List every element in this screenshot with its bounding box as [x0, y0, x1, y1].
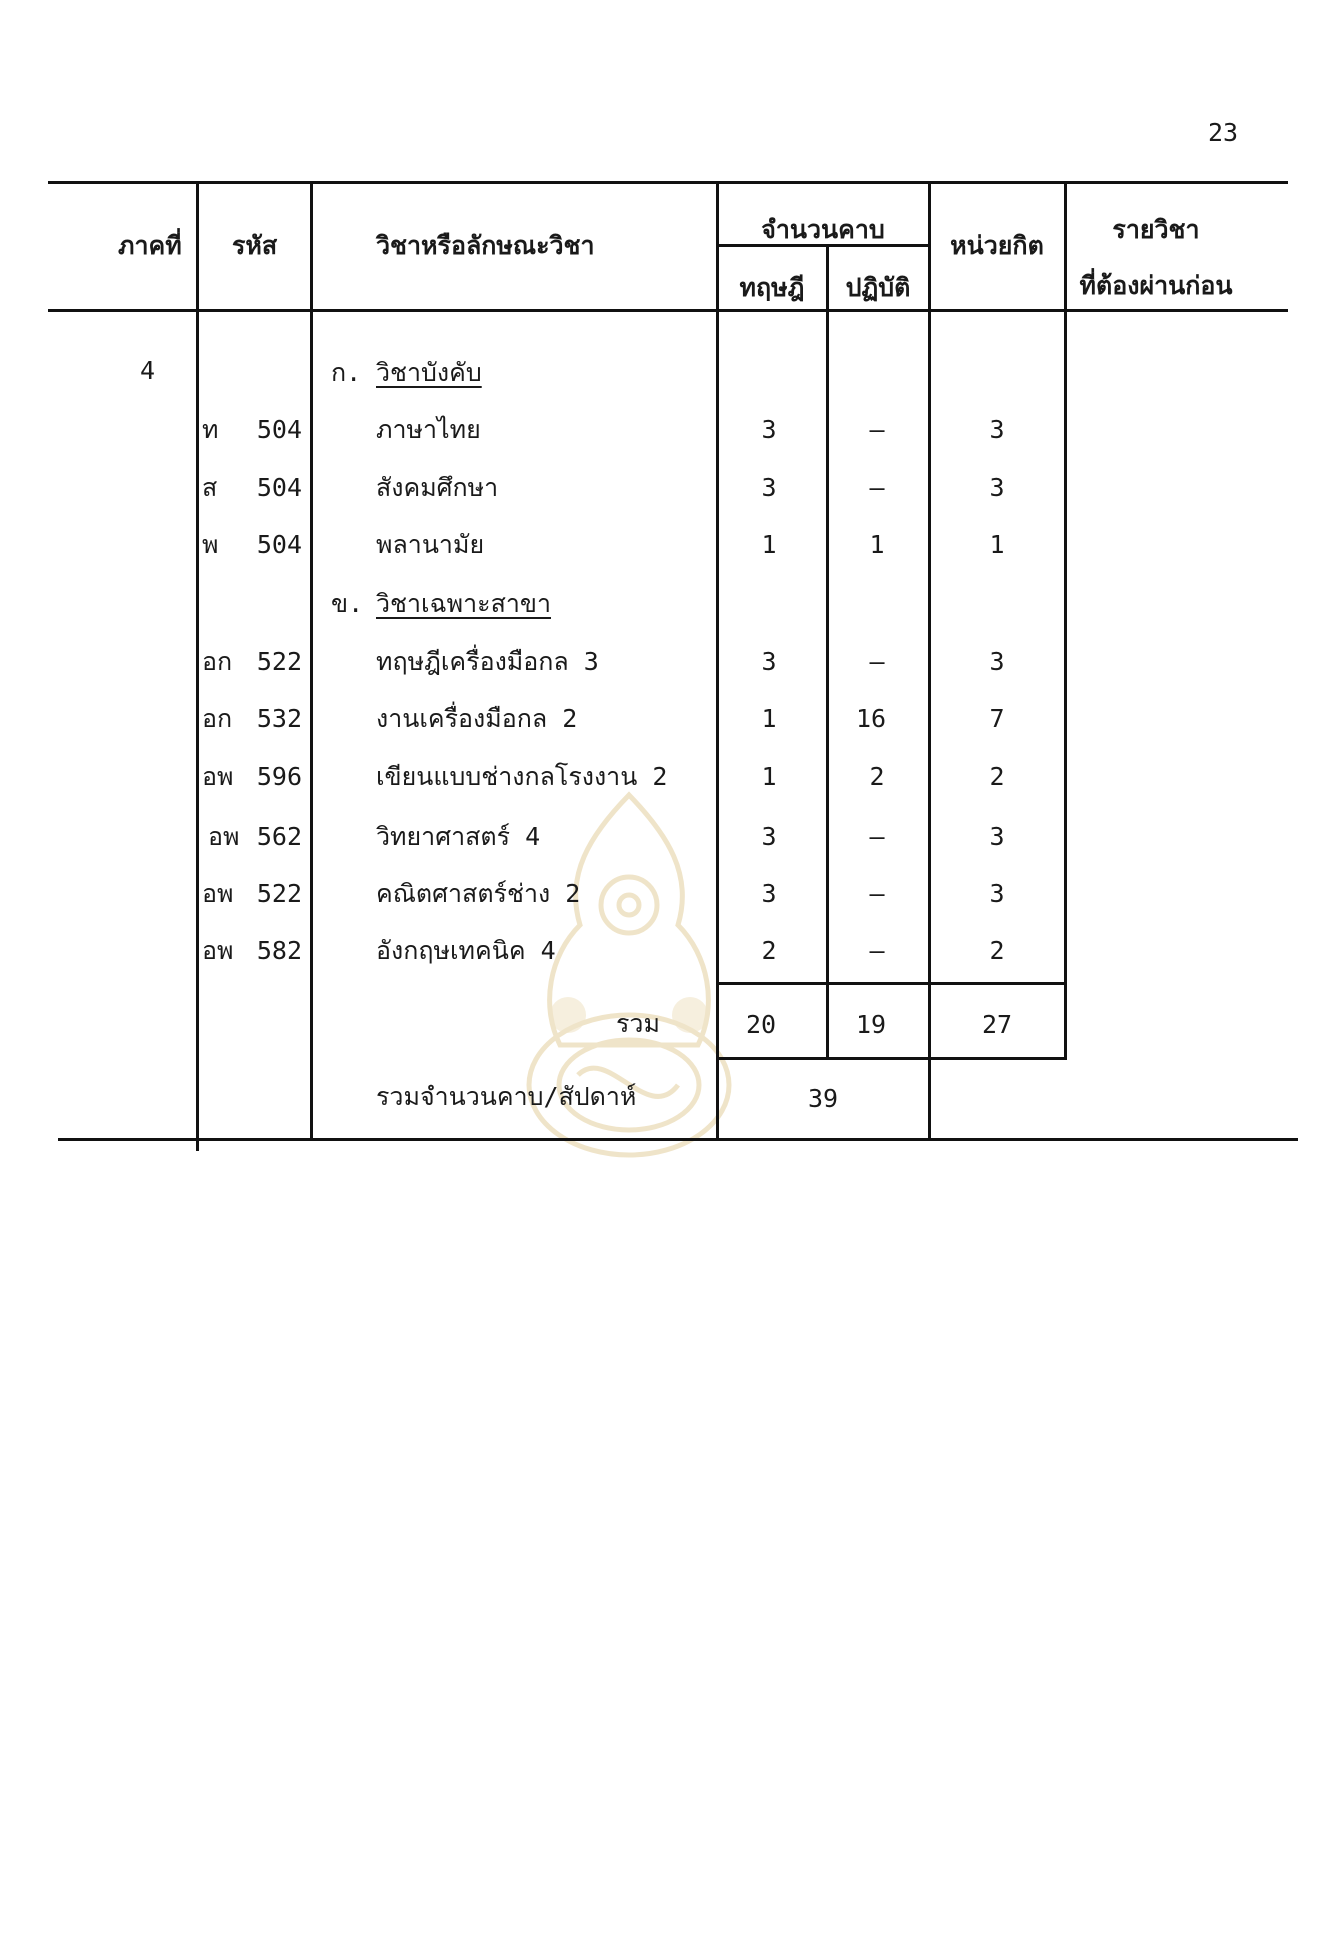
col-rule-subject — [310, 181, 313, 1141]
row-code-number: 522 — [256, 879, 302, 908]
header-periods: จำนวนคาบ — [761, 215, 885, 244]
row-credits: 7 — [989, 704, 1005, 733]
total-theory: 20 — [745, 1010, 777, 1039]
header-code: รหัส — [232, 231, 278, 260]
row-credits: 3 — [989, 473, 1005, 502]
row-code-prefix: อพ — [202, 762, 234, 791]
row-subject: วิทยาศาสตร์ 4 — [376, 822, 541, 851]
row-subject: งานเครื่องมือกล 2 — [376, 704, 578, 733]
row-practice: – — [869, 936, 885, 965]
row-code-prefix: อพ — [208, 822, 240, 851]
row-practice: 2 — [869, 762, 885, 791]
page-number: 23 — [1208, 118, 1239, 147]
header-prerequisite-line2: ที่ต้องผ่านก่อน — [1079, 271, 1233, 300]
row-code-prefix: พ — [202, 530, 219, 559]
table-bottom-rule — [58, 1138, 1298, 1141]
row-code-prefix: อก — [202, 647, 233, 676]
row-credits: 3 — [989, 415, 1005, 444]
row-theory: 1 — [761, 704, 777, 733]
row-subject: พลานามัย — [376, 530, 485, 559]
header-practice: ปฏิบัติ — [845, 273, 911, 302]
row-code-number: 504 — [256, 530, 302, 559]
row-theory: 3 — [761, 822, 777, 851]
header-credits: หน่วยกิต — [950, 231, 1044, 260]
row-theory: 1 — [761, 530, 777, 559]
row-subject: ภาษาไทย — [376, 415, 481, 444]
row-code-number: 582 — [256, 936, 302, 965]
col-rule-credits — [928, 181, 931, 1141]
semester-number: 4 — [140, 356, 156, 385]
row-credits: 3 — [989, 647, 1005, 676]
row-code-number: 522 — [256, 647, 302, 676]
row-credits: 2 — [989, 762, 1005, 791]
total-top-rule — [718, 982, 1067, 985]
group-a-title: วิชาบังคับ — [376, 358, 482, 387]
row-code-number: 596 — [256, 762, 302, 791]
group-a-marker: ก. — [331, 358, 362, 387]
row-subject: คณิตศาสตร์ช่าง 2 — [376, 879, 581, 908]
col-rule-practice — [826, 244, 829, 1059]
row-practice: – — [869, 879, 885, 908]
header-semester: ภาคที่ — [118, 231, 182, 260]
row-theory: 3 — [761, 473, 777, 502]
row-theory: 3 — [761, 879, 777, 908]
table-top-rule — [48, 181, 1288, 184]
row-code-number: 504 — [256, 473, 302, 502]
row-code-prefix: อก — [202, 704, 233, 733]
total-credits: 27 — [981, 1010, 1013, 1039]
row-credits: 3 — [989, 822, 1005, 851]
row-practice: 1 — [869, 530, 885, 559]
row-practice: – — [869, 647, 885, 676]
row-theory: 3 — [761, 647, 777, 676]
weekly-total-value: 39 — [808, 1084, 839, 1113]
row-subject: เขียนแบบช่างกลโรงงาน 2 — [376, 762, 668, 791]
row-code-prefix: ท — [202, 415, 219, 444]
row-theory: 2 — [761, 936, 777, 965]
row-practice: – — [869, 822, 885, 851]
header-prerequisite-line1: รายวิชา — [1112, 215, 1200, 244]
row-credits: 3 — [989, 879, 1005, 908]
row-subject: ทฤษฎีเครื่องมือกล 3 — [376, 647, 599, 676]
row-credits: 2 — [989, 936, 1005, 965]
row-code-number: 562 — [256, 822, 302, 851]
group-b-title: วิชาเฉพาะสาขา — [376, 589, 551, 618]
row-credits: 1 — [989, 530, 1005, 559]
row-practice: 16 — [855, 704, 887, 733]
col-rule-prerequisite — [1064, 181, 1067, 1059]
header-bottom-rule — [48, 309, 1288, 312]
row-theory: 1 — [761, 762, 777, 791]
total-practice: 19 — [855, 1010, 887, 1039]
total-bottom-rule — [718, 1057, 1067, 1060]
row-code-number: 532 — [256, 704, 302, 733]
row-code-prefix: อพ — [202, 879, 234, 908]
col-rule-theory — [716, 181, 719, 1141]
weekly-total-label: รวมจำนวนคาบ/สัปดาห์ — [376, 1082, 637, 1111]
row-code-prefix: อพ — [202, 936, 234, 965]
row-theory: 3 — [761, 415, 777, 444]
total-label: รวม — [616, 1009, 660, 1038]
row-code-number: 504 — [256, 415, 302, 444]
row-subject: สังคมศึกษา — [376, 473, 499, 502]
row-practice: – — [869, 473, 885, 502]
header-subject: วิชาหรือลักษณะวิชา — [376, 231, 595, 260]
row-subject: อังกฤษเทคนิค 4 — [376, 936, 556, 965]
watermark-seal-icon — [518, 785, 740, 1177]
header-theory: ทฤษฎี — [739, 273, 805, 302]
row-practice: – — [869, 415, 885, 444]
group-b-marker: ข. — [331, 589, 364, 618]
row-code-prefix: ส — [202, 473, 218, 502]
col-rule-code — [196, 181, 199, 1151]
